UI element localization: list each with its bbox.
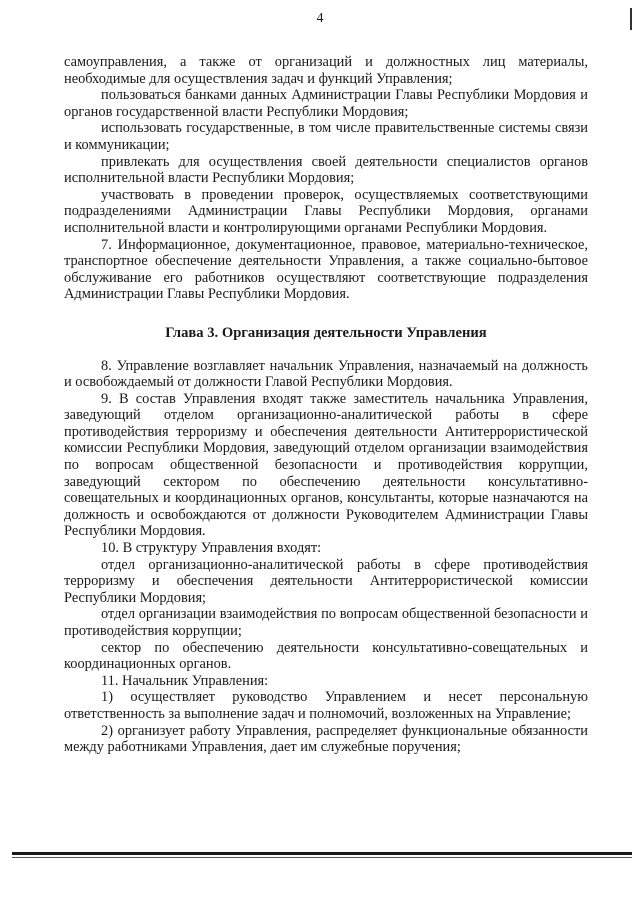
footer-rule: [12, 852, 632, 855]
paragraph: привлекать для осуществления своей деятельности специалистов органов исполнительной власти Республики Мордовия;: [64, 153, 588, 187]
paragraph: 10. В структуру Управления входят:: [101, 540, 322, 557]
margin-mark: [630, 8, 632, 30]
document-body: [64, 54, 588, 756]
paragraph: 1) осуществляет руководство Управлением и несет персональную ответственность за выполнение задач и полномочий, возложенных на Управление;: [64, 689, 588, 722]
paragraph: пользоваться банками данных Администрации Главы Республики Мордовия и органов государственной власти Республики Мордовия;: [64, 87, 588, 120]
paragraph: 8. Управление возглавляет начальник Управления, назначаемый на должность и освобождаемый от должности Главой Республики Мордовия.: [64, 357, 588, 391]
section-rights: [64, 54, 588, 303]
paragraph: участвовать в проведении проверок, осуществляемых соответствующими подразделениями Администрации Главы Республики Мордовия, органами исполнительной власти и контролирующими органами Республики Мордовия.: [64, 186, 588, 236]
paragraph: отдел организационно-аналитической работы в сфере противодействия терроризму и обеспечения деятельности Антитеррористической комиссии Республики Мордовия;: [64, 556, 588, 606]
paragraph: использовать государственные, в том числе правительственные системы связи и коммуникации;: [64, 120, 588, 153]
paragraph: самоуправления, а также от организаций и должностных лиц материалы, необходимые для осуществления задач и функций Управления;: [64, 54, 588, 87]
paragraph: 11. Начальник Управления:: [101, 672, 269, 689]
page-number: 4: [316, 11, 324, 26]
paragraph: 9. В состав Управления входят также заместитель начальника Управления, заведующий отделом организационно-аналитической работы в сфере противодействия терроризму и обеспечения деятельности Антитеррористической комиссии Республики Мордовия, заведующий отделом организации взаимодействия по вопросам общественной безопасности и противодействия коррупции, заведующий сектором по обеспечению деятельности консультативно-совещательных и координационных органов, консультанты, которые назначаются на должность и освобождаются от должности Руководителем Администрации Главы Республики Мордовия.: [64, 390, 588, 540]
chapter-heading: Глава 3. Организация деятельности Управления: [165, 324, 487, 341]
paragraph: 7. Информационное, документационное, правовое, материально-техническое, транспортное обеспечение деятельности Управления, а также социально-бытовое обслуживание его работников осуществляют соответствующие подразделения Администрации Главы Республики Мордовия.: [64, 236, 588, 303]
section-organization: [64, 358, 588, 756]
paragraph: 2) организует работу Управления, распределяет функциональные обязанности между работниками Управления, дает им служебные поручения;: [64, 722, 588, 756]
paragraph: сектор по обеспечению деятельности консультативно-совещательных и координационных органов.: [64, 639, 588, 673]
footer-rule-thin: [12, 857, 632, 858]
paragraph: отдел организации взаимодействия по вопросам общественной безопасности и противодействия коррупции;: [64, 606, 588, 639]
